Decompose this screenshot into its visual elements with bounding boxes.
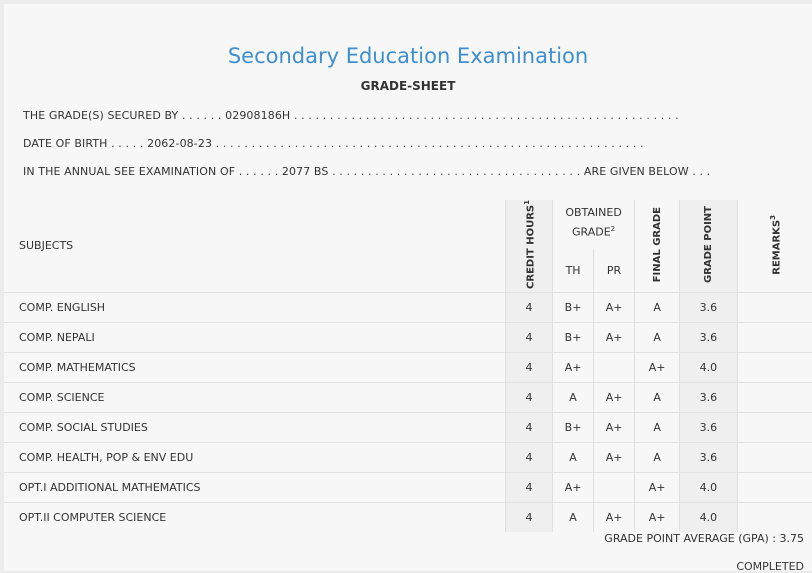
subject-cell: COMP. SCIENCE bbox=[4, 382, 505, 412]
subject-cell: OPT.II COMPUTER SCIENCE bbox=[4, 502, 505, 532]
final-grade-cell: A+ bbox=[635, 502, 680, 532]
header-obtained-grade bbox=[553, 200, 635, 249]
pr-grade-cell: A+ bbox=[594, 412, 635, 442]
header-remarks-sup: 3 bbox=[768, 214, 777, 220]
dob-value: 2062-08-23 bbox=[147, 137, 213, 150]
sheet-subtitle: GRADE-SHEET bbox=[360, 79, 456, 93]
header-final-label: FINAL GRADE bbox=[651, 206, 663, 283]
remarks-cell bbox=[737, 322, 812, 352]
grade-point-cell: 4.0 bbox=[680, 352, 737, 382]
final-grade-cell: A bbox=[635, 322, 680, 352]
table-row bbox=[4, 292, 812, 322]
header-credit-sup: 1 bbox=[522, 200, 531, 205]
header-subjects bbox=[4, 200, 505, 292]
th-grade-cell: B+ bbox=[553, 322, 594, 352]
credit-cell: 4 bbox=[505, 442, 552, 472]
header-obtained-sup: 2 bbox=[610, 225, 616, 233]
exam-label: IN THE ANNUAL SEE EXAMINATION OF . . . . . . bbox=[23, 165, 279, 178]
remarks-cell bbox=[737, 412, 812, 442]
th-grade-cell: B+ bbox=[553, 292, 594, 322]
grades-table bbox=[4, 200, 812, 532]
gpa-summary bbox=[604, 532, 804, 545]
header-remarks-label bbox=[768, 215, 782, 275]
header-grade-point bbox=[680, 200, 737, 292]
pr-grade-cell: A+ bbox=[594, 442, 635, 472]
th-grade-cell: A+ bbox=[553, 352, 594, 382]
header-credit-hours bbox=[505, 200, 552, 292]
final-grade-cell: A bbox=[635, 442, 680, 472]
header-th-label: TH bbox=[565, 264, 581, 278]
remarks-cell bbox=[737, 382, 812, 412]
dob-label: DATE OF BIRTH . . . . . bbox=[23, 137, 144, 150]
grade-point-cell: 3.6 bbox=[680, 292, 737, 322]
grade-point-cell: 3.6 bbox=[680, 412, 737, 442]
secured-by-dots: . . . . . . . . . . . . . . . . . . . . . . . . . . . . . . . . . . . . . . . . . . . . . . . . . . . . . . bbox=[293, 109, 679, 122]
table-row bbox=[4, 382, 812, 412]
remarks-cell bbox=[737, 292, 812, 322]
th-grade-cell: A bbox=[553, 442, 594, 472]
header-th bbox=[553, 249, 594, 292]
header-pr-label: PR bbox=[606, 264, 622, 278]
grades-table-area bbox=[4, 200, 812, 524]
result-status: COMPLETED bbox=[736, 560, 804, 573]
header-final-grade bbox=[635, 200, 680, 292]
header-credit-label bbox=[522, 200, 536, 289]
final-grade-cell: A bbox=[635, 382, 680, 412]
table-row bbox=[4, 472, 812, 502]
subject-cell: COMP. ENGLISH bbox=[4, 292, 505, 322]
table-row bbox=[4, 412, 812, 442]
subject-cell: OPT.I ADDITIONAL MATHEMATICS bbox=[4, 472, 505, 502]
info-dob bbox=[23, 137, 644, 150]
grade-sheet bbox=[4, 4, 812, 571]
table-row bbox=[4, 352, 812, 382]
grade-point-cell: 4.0 bbox=[680, 472, 737, 502]
exam-value: 2077 BS bbox=[281, 165, 329, 178]
page-title: Secondary Education Examination bbox=[227, 44, 589, 68]
dob-dots: . . . . . . . . . . . . . . . . . . . . . . . . . . . . . . . . . . . . . . . . . . . . . . . . . . . . . . . . . . . . bbox=[215, 137, 644, 150]
symbol-number-value: 02908186H bbox=[225, 109, 291, 122]
table-row bbox=[4, 502, 812, 532]
th-grade-cell: A bbox=[553, 502, 594, 532]
remarks-cell bbox=[737, 472, 812, 502]
th-grade-cell: A+ bbox=[553, 472, 594, 502]
info-exam bbox=[23, 165, 710, 178]
remarks-cell bbox=[737, 502, 812, 532]
credit-cell: 4 bbox=[505, 502, 552, 532]
final-grade-cell: A bbox=[635, 292, 680, 322]
header-subjects-label: SUBJECTS bbox=[19, 239, 74, 253]
final-grade-cell: A+ bbox=[635, 352, 680, 382]
grade-point-cell: 4.0 bbox=[680, 502, 737, 532]
credit-cell: 4 bbox=[505, 472, 552, 502]
pr-grade-cell: A+ bbox=[594, 382, 635, 412]
exam-dots: . . . . . . . . . . . . . . . . . . . . . . . . . . . . . . . . . . . bbox=[332, 165, 581, 178]
header-obtained-text: OBTAINED GRADE bbox=[565, 206, 622, 239]
exam-suffix: ARE GIVEN BELOW . . . bbox=[583, 165, 711, 178]
info-secured-by bbox=[23, 109, 679, 122]
final-grade-cell: A+ bbox=[635, 472, 680, 502]
table-row bbox=[4, 442, 812, 472]
pr-grade-cell bbox=[594, 352, 635, 382]
th-grade-cell: A bbox=[553, 382, 594, 412]
subject-cell: COMP. HEALTH, POP & ENV EDU bbox=[4, 442, 505, 472]
subject-cell: COMP. SOCIAL STUDIES bbox=[4, 412, 505, 442]
th-grade-cell: B+ bbox=[553, 412, 594, 442]
grade-point-cell: 3.6 bbox=[680, 322, 737, 352]
remarks-cell bbox=[737, 442, 812, 472]
pr-grade-cell bbox=[594, 472, 635, 502]
header-gp-label: GRADE POINT bbox=[702, 205, 714, 283]
credit-cell: 4 bbox=[505, 412, 552, 442]
secured-by-label: THE GRADE(S) SECURED BY . . . . . . bbox=[23, 109, 222, 122]
pr-grade-cell: A+ bbox=[594, 502, 635, 532]
grade-point-cell: 3.6 bbox=[680, 382, 737, 412]
grades-table-body bbox=[4, 292, 812, 532]
subject-cell: COMP. MATHEMATICS bbox=[4, 352, 505, 382]
pr-grade-cell: A+ bbox=[594, 292, 635, 322]
subject-cell: COMP. NEPALI bbox=[4, 322, 505, 352]
gpa-value: 3.75 bbox=[779, 532, 804, 545]
credit-cell: 4 bbox=[505, 382, 552, 412]
credit-cell: 4 bbox=[505, 322, 552, 352]
header-remarks bbox=[737, 200, 812, 292]
grade-point-cell: 3.6 bbox=[680, 442, 737, 472]
pr-grade-cell: A+ bbox=[594, 322, 635, 352]
credit-cell: 4 bbox=[505, 352, 552, 382]
remarks-cell bbox=[737, 352, 812, 382]
gpa-label: GRADE POINT AVERAGE (GPA) : bbox=[604, 532, 776, 545]
credit-cell: 4 bbox=[505, 292, 552, 322]
header-remarks-text: REMARKS bbox=[770, 219, 782, 275]
final-grade-cell: A bbox=[635, 412, 680, 442]
header-credit-text: CREDIT HOURS bbox=[525, 204, 537, 289]
header-pr bbox=[594, 249, 635, 292]
table-row bbox=[4, 322, 812, 352]
